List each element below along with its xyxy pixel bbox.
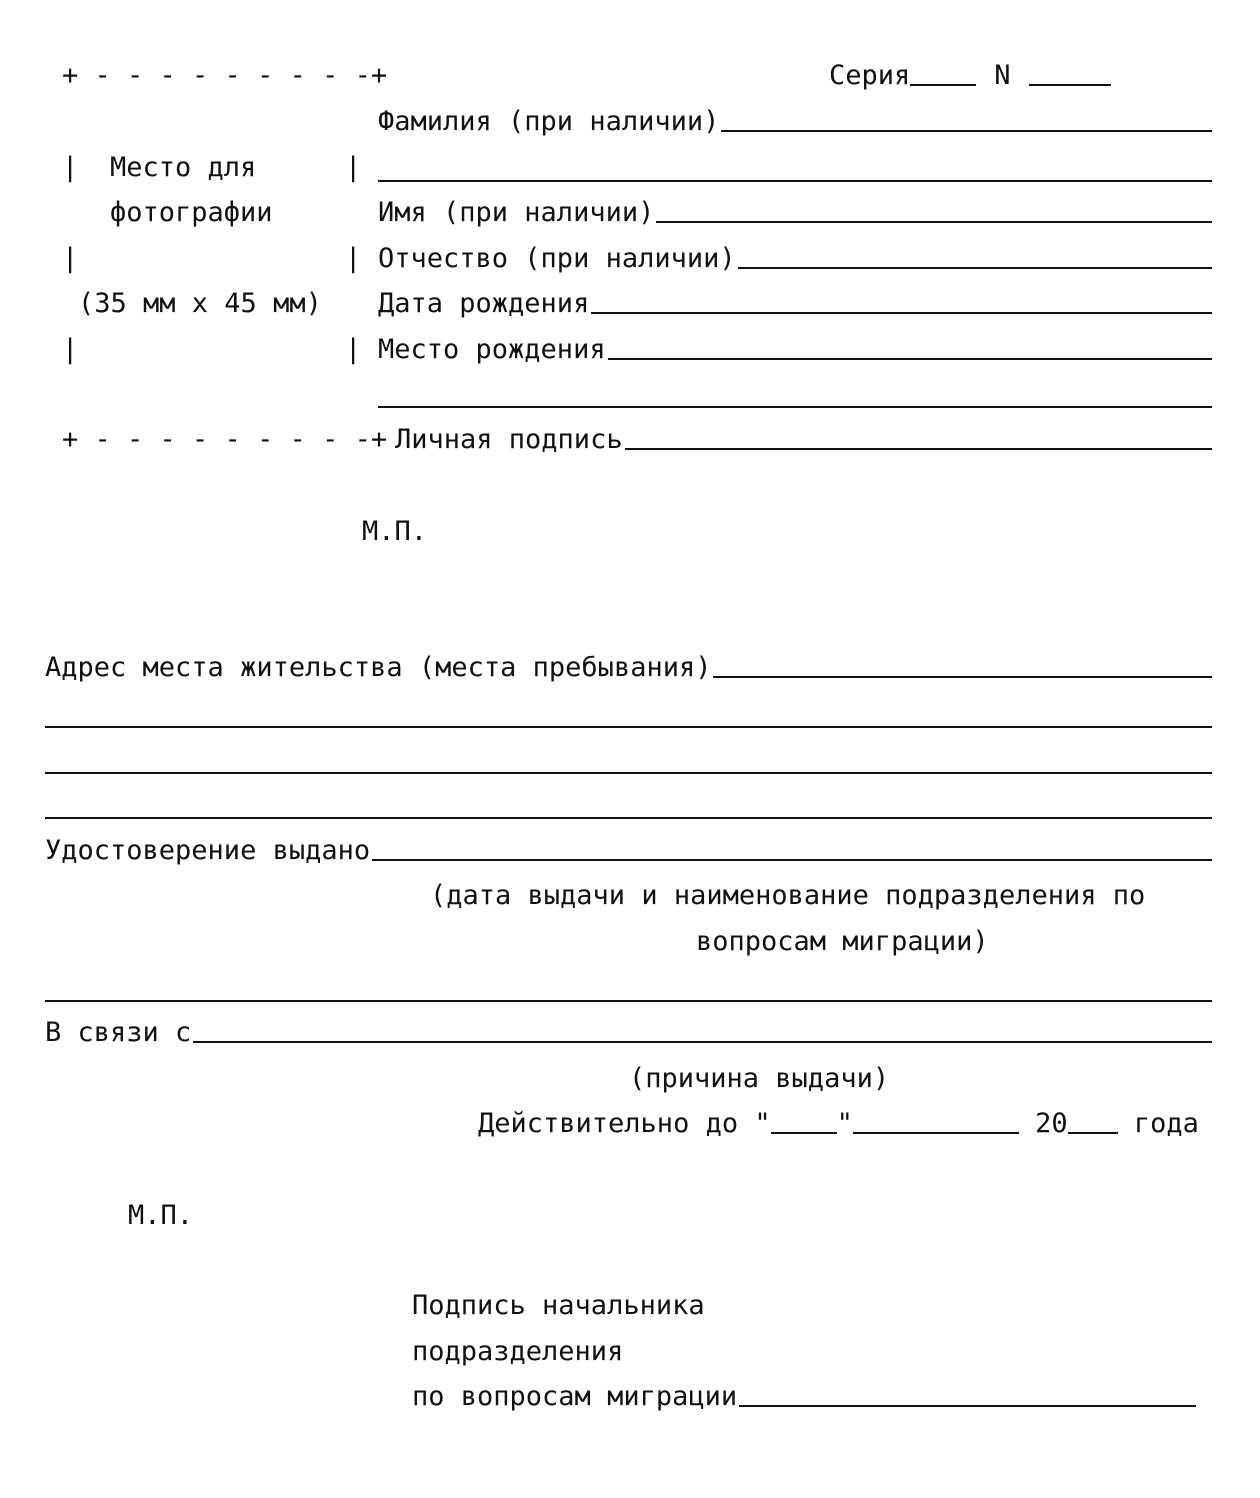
surname-field[interactable] [721,130,1212,132]
photo-box-label-line2: фотографии [110,197,273,228]
reason-hint: (причина выдачи) [629,1063,890,1094]
birth-date-row [378,290,1212,317]
surname-label: Фамилия (при наличии) [378,106,720,137]
name-label: Имя (при наличии) [378,197,655,228]
issued-field[interactable] [372,859,1212,861]
validity-day-field[interactable] [771,1132,837,1134]
reason-label: В связи с [45,1017,192,1048]
patronymic-field[interactable] [738,267,1212,269]
name-field[interactable] [656,221,1212,223]
photo-box-size-note: (35 мм х 45 мм) [78,288,322,319]
stamp-mark-2: М.П. [128,1200,194,1231]
series-field[interactable] [910,84,976,86]
validity-year-prefix: 20 [1018,1108,1068,1139]
reason-row [45,1019,1212,1046]
issued-field-continuation[interactable] [45,1000,1212,1002]
signature-row [395,426,1212,453]
birth-date-field[interactable] [591,312,1212,314]
photo-box-top-border: + - - - - - - - - -+ [62,60,388,91]
address-field-line[interactable] [45,726,1212,728]
issued-label: Удостоверение выдано [45,835,371,866]
issued-hint-line1: (дата выдачи и наименование подразделения по [430,880,1146,911]
patronymic-row [378,245,1212,272]
birth-date-label: Дата рождения [378,288,590,319]
series-number-line [829,62,1111,89]
chief-signature-line2: подразделения [412,1336,624,1367]
issued-hint-line2: вопросам миграции) [696,926,989,957]
birth-place-field[interactable] [608,358,1212,360]
photo-box-right-bar: | [345,243,362,274]
chief-signature-line1: Подпись начальника [412,1290,705,1321]
validity-line [478,1110,1199,1137]
name-row [378,199,1212,226]
number-field[interactable] [1029,84,1111,86]
chief-signature-row [412,1383,1196,1410]
address-row [45,654,1212,681]
number-label: N [994,60,1011,91]
series-label: Серия [829,60,911,91]
photo-box-left-bar: | [62,334,79,365]
validity-prefix: Действительно до " [478,1108,771,1139]
surname-field-continuation[interactable] [378,180,1212,182]
surname-row [378,108,1212,135]
patronymic-label: Отчество (при наличии) [378,243,736,274]
validity-suffix: года [1117,1108,1199,1139]
photo-box-bottom-border: + - - - - - - - - -+ [62,424,388,455]
chief-signature-field[interactable] [739,1405,1196,1407]
signature-label: Личная подпись [395,424,623,455]
validity-quote-close: " [836,1108,853,1139]
chief-signature-line3: по вопросам миграции [412,1381,738,1412]
photo-box-right-bar: | [345,334,362,365]
stamp-mark-1: М.П. [362,516,428,547]
issued-row [45,837,1212,864]
validity-month-field[interactable] [853,1132,1019,1134]
photo-box-left-bar: | [62,243,79,274]
address-field-line[interactable] [45,817,1212,819]
validity-year-field[interactable] [1068,1132,1118,1134]
birth-place-row [378,336,1212,363]
birth-place-field-continuation[interactable] [378,406,1212,408]
signature-field[interactable] [625,448,1212,450]
photo-box-label-line1: Место для [110,152,257,183]
address-field-line[interactable] [45,772,1212,774]
address-field[interactable] [713,676,1212,678]
reason-field[interactable] [193,1041,1212,1043]
photo-box-left-bar: | [62,152,79,183]
address-label: Адрес места жительства (места пребывания) [45,652,712,683]
birth-place-label: Место рождения [378,334,606,365]
photo-box-right-bar: | [345,152,362,183]
